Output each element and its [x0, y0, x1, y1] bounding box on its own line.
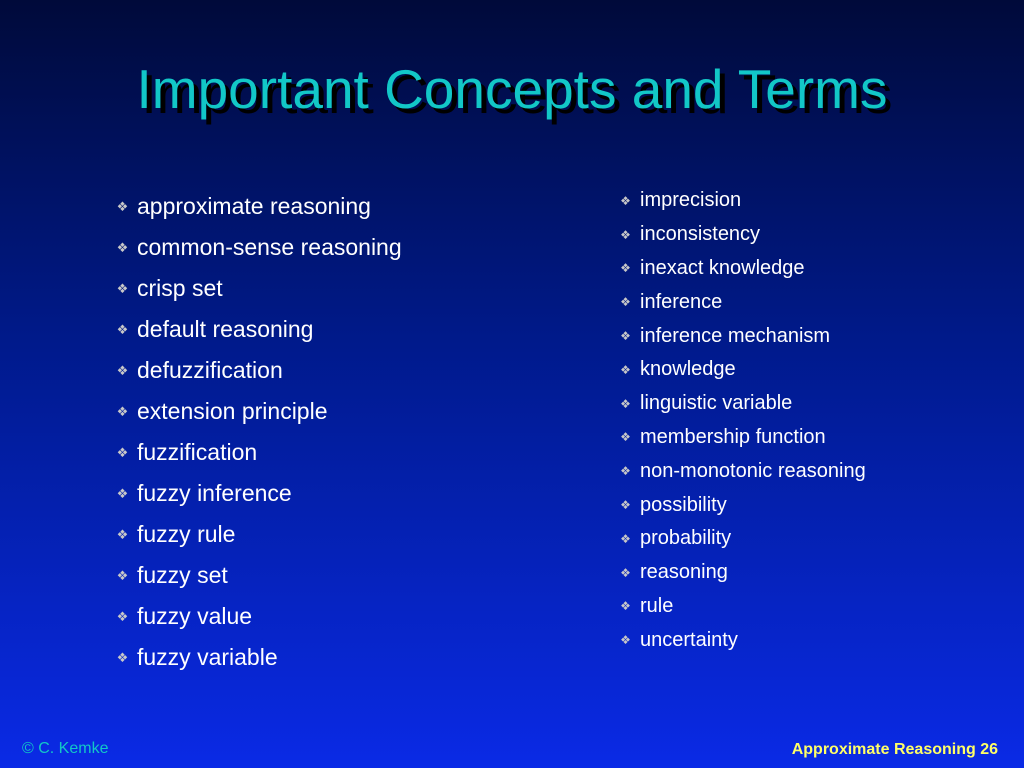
list-item [108, 637, 402, 678]
term-label: uncertainty [640, 628, 738, 651]
term-label: common-sense reasoning [137, 234, 402, 260]
list-item [108, 186, 402, 227]
list-item [611, 522, 866, 556]
list-item [611, 387, 866, 421]
four-diamond-bullet-icon: ❖ [620, 531, 631, 546]
slide-title: Important Concepts and Terms [136, 58, 888, 120]
term-label: fuzzy value [137, 603, 253, 629]
term-label: inference [640, 290, 723, 313]
list-item [108, 268, 402, 309]
list-item [108, 227, 402, 268]
term-label: fuzzification [137, 439, 258, 465]
list-item [108, 555, 402, 596]
term-label: extension principle [137, 398, 328, 424]
four-diamond-bullet-icon: ❖ [116, 280, 129, 296]
term-label: non-monotonic reasoning [640, 459, 866, 482]
four-diamond-bullet-icon: ❖ [620, 227, 631, 242]
term-label: approximate reasoning [137, 193, 371, 219]
list-item [611, 590, 866, 624]
footer-copyright: © C. Kemke [22, 740, 109, 757]
term-label: defuzzification [137, 357, 283, 383]
term-label: inconsistency [640, 223, 761, 246]
list-item [611, 218, 866, 252]
four-diamond-bullet-icon: ❖ [620, 464, 631, 479]
four-diamond-bullet-icon: ❖ [620, 565, 631, 580]
list-item [108, 514, 402, 555]
four-diamond-bullet-icon: ❖ [620, 295, 631, 310]
term-label: imprecision [640, 189, 742, 212]
term-label: inference mechanism [640, 324, 831, 347]
term-label: fuzzy inference [137, 480, 292, 506]
four-diamond-bullet-icon: ❖ [620, 362, 631, 377]
term-label: rule [640, 594, 674, 617]
four-diamond-bullet-icon: ❖ [116, 403, 129, 419]
term-label: membership function [640, 425, 826, 448]
term-label: reasoning [640, 561, 728, 584]
term-label: fuzzy set [137, 562, 228, 588]
four-diamond-bullet-icon: ❖ [620, 498, 631, 513]
term-label: fuzzy variable [137, 644, 278, 670]
list-item [108, 350, 402, 391]
list-item [108, 309, 402, 350]
four-diamond-bullet-icon: ❖ [116, 567, 129, 583]
list-item [611, 488, 866, 522]
four-diamond-bullet-icon: ❖ [116, 198, 129, 214]
list-item [611, 184, 866, 218]
list-item [108, 473, 402, 514]
term-label: knowledge [640, 358, 736, 381]
list-item [108, 596, 402, 637]
term-label: crisp set [137, 275, 223, 301]
four-diamond-bullet-icon: ❖ [116, 608, 129, 624]
four-diamond-bullet-icon: ❖ [116, 649, 129, 665]
list-item [611, 285, 866, 319]
term-label: probability [640, 527, 732, 550]
four-diamond-bullet-icon: ❖ [116, 526, 129, 542]
term-label: default reasoning [137, 316, 314, 342]
list-item [611, 353, 866, 387]
four-diamond-bullet-icon: ❖ [620, 193, 631, 208]
four-diamond-bullet-icon: ❖ [620, 396, 631, 411]
list-item [611, 623, 866, 657]
four-diamond-bullet-icon: ❖ [116, 485, 129, 501]
four-diamond-bullet-icon: ❖ [620, 430, 631, 445]
term-label: linguistic variable [640, 392, 793, 415]
four-diamond-bullet-icon: ❖ [116, 239, 129, 255]
four-diamond-bullet-icon: ❖ [620, 329, 631, 344]
list-item [108, 432, 402, 473]
list-item [611, 421, 866, 455]
footer-slide-label: Approximate Reasoning 26 [791, 741, 998, 758]
term-label: inexact knowledge [640, 256, 805, 279]
list-item [611, 252, 866, 286]
four-diamond-bullet-icon: ❖ [116, 444, 129, 460]
list-item [108, 391, 402, 432]
four-diamond-bullet-icon: ❖ [116, 362, 129, 378]
four-diamond-bullet-icon: ❖ [620, 633, 631, 648]
four-diamond-bullet-icon: ❖ [620, 599, 631, 614]
four-diamond-bullet-icon: ❖ [116, 321, 129, 337]
four-diamond-bullet-icon: ❖ [620, 261, 631, 276]
term-label: fuzzy rule [137, 521, 236, 547]
term-label: possibility [640, 493, 727, 516]
left-term-list [108, 186, 402, 678]
list-item [611, 454, 866, 488]
list-item [611, 319, 866, 353]
right-term-list [611, 184, 866, 657]
list-item [611, 556, 866, 590]
